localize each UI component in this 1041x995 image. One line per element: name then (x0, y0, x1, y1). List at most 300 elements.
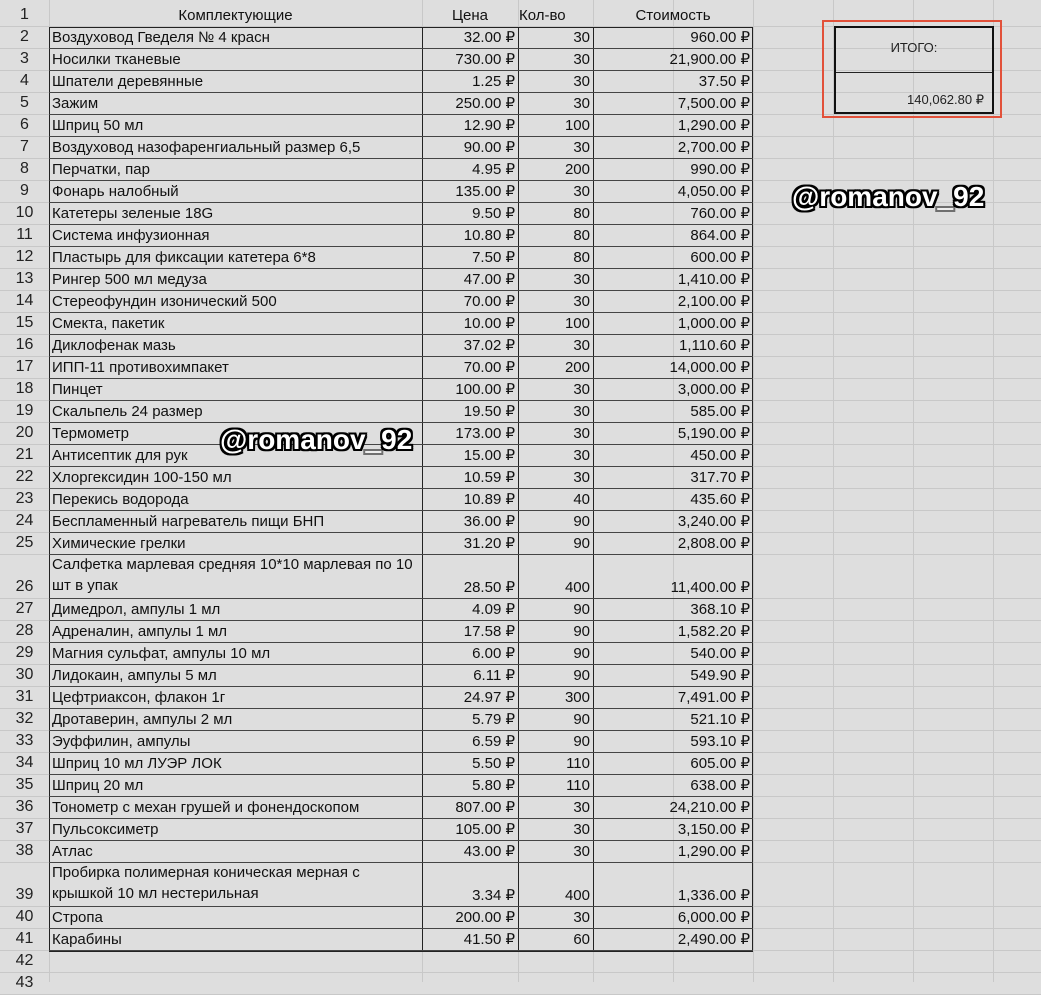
table-row-line (49, 796, 753, 797)
cell-price[interactable]: 1.25 ₽ (472, 73, 515, 90)
row-number: 15 (15, 314, 34, 331)
table-row[interactable] (0, 621, 1041, 643)
table-row-line (49, 290, 753, 291)
cell-qty[interactable]: 90 (573, 623, 590, 640)
table-row-line (49, 114, 753, 115)
table-row-line (49, 180, 753, 181)
table-row-line (49, 246, 753, 247)
table-row-line (49, 620, 753, 621)
cell-cost[interactable]: 1,336.00 ₽ (677, 887, 750, 904)
table-row-line (49, 950, 753, 951)
cell-name[interactable]: Лидокаин, ампулы 5 мл (52, 667, 217, 684)
table-row-line (49, 48, 753, 49)
cell-price[interactable]: 28.50 ₽ (463, 579, 515, 596)
row-number: 43 (15, 974, 34, 991)
cell-price[interactable]: 5.79 ₽ (472, 711, 515, 728)
header-cell-price[interactable]: Цена (451, 7, 489, 24)
row-number: 16 (15, 336, 34, 353)
table-row[interactable] (0, 841, 1041, 863)
cell-price[interactable]: 10.59 ₽ (463, 469, 515, 486)
row-number: 35 (15, 776, 34, 793)
cell-price[interactable]: 6.59 ₽ (472, 733, 515, 750)
cell-name[interactable]: Салфетка марлевая средняя 10*10 марлевая по 10 шт в упак (52, 556, 413, 594)
cell-price[interactable]: 100.00 ₽ (455, 381, 515, 398)
table-row[interactable] (0, 489, 1041, 511)
cell-qty[interactable]: 60 (573, 931, 590, 948)
cell-price[interactable]: 47.00 ₽ (463, 271, 515, 288)
cell-name[interactable]: Магния сульфат, ампулы 10 мл (52, 645, 271, 662)
row-number: 42 (15, 952, 34, 969)
watermark-text: @romanov_92 (220, 424, 413, 455)
cell-qty[interactable]: 90 (573, 733, 590, 750)
table-row-line (49, 422, 753, 423)
cell-qty[interactable]: 90 (573, 711, 590, 728)
cell-qty[interactable]: 110 (566, 755, 590, 772)
table-row-line (49, 532, 753, 533)
cell-qty[interactable]: 30 (573, 381, 590, 398)
table-row[interactable] (0, 643, 1041, 665)
table-row-line (49, 136, 753, 137)
cell-name[interactable]: Шприц 10 мл ЛУЭР ЛОК (52, 755, 222, 772)
cell-qty[interactable]: 400 (564, 887, 590, 904)
row-number: 10 (15, 204, 34, 221)
cell-qty[interactable]: 30 (573, 403, 590, 420)
cell-cost[interactable]: 21,900.00 ₽ (669, 51, 750, 68)
row-number: 13 (15, 270, 34, 287)
total-divider (836, 72, 992, 73)
cell-cost[interactable]: 600.00 ₽ (690, 249, 750, 266)
cell-qty[interactable]: 30 (573, 293, 590, 310)
table-row-line (49, 840, 753, 841)
row-number: 7 (20, 138, 29, 155)
cell-cost[interactable]: 3,000.00 ₽ (677, 381, 750, 398)
cell-price[interactable]: 3.34 ₽ (472, 887, 515, 904)
cell-qty[interactable]: 200 (564, 161, 590, 178)
cell-qty[interactable]: 400 (564, 579, 590, 596)
cell-qty[interactable]: 90 (573, 601, 590, 618)
table-row-line (49, 378, 753, 379)
cell-cost[interactable]: 2,700.00 ₽ (677, 139, 750, 156)
header-cell-cost[interactable]: Стоимость (635, 7, 711, 24)
cell-price[interactable]: 10.89 ₽ (463, 491, 515, 508)
cell-cost[interactable] (593, 951, 753, 972)
cell-name[interactable]: Перчатки, пар (52, 161, 150, 178)
cell-qty[interactable]: 30 (573, 469, 590, 486)
cell-name[interactable]: Цефтриаксон, флакон 1г (52, 689, 226, 706)
cell-qty[interactable]: 30 (573, 337, 590, 354)
cell-qty[interactable]: 90 (573, 667, 590, 684)
table-row[interactable] (0, 467, 1041, 489)
table-row-line (49, 554, 753, 555)
cell-cost[interactable]: 521.10 ₽ (690, 711, 750, 728)
cell-name[interactable]: Воздуховод Гведеля № 4 красн (52, 29, 270, 46)
row-number: 24 (15, 512, 34, 529)
table-row-line (49, 862, 753, 863)
row-number: 8 (20, 160, 29, 177)
cell-cost[interactable]: 5,190.00 ₽ (677, 425, 750, 442)
cell-cost[interactable]: 760.00 ₽ (690, 205, 750, 222)
row-number: 32 (15, 710, 34, 727)
cell-cost[interactable]: 14,000.00 ₽ (669, 359, 750, 376)
table-row-line (49, 906, 753, 907)
cell-name[interactable]: Пульсоксиметр (52, 821, 159, 838)
cell-qty[interactable]: 30 (573, 95, 590, 112)
cell-cost[interactable]: 549.90 ₽ (690, 667, 750, 684)
cell-cost[interactable]: 540.00 ₽ (690, 645, 750, 662)
row-number: 19 (15, 402, 34, 419)
cell-price[interactable]: 70.00 ₽ (463, 359, 515, 376)
table-row[interactable] (0, 709, 1041, 731)
cell-name[interactable]: Тонометр с механ грушей и фонендоскопом (52, 799, 360, 816)
header-cell-qty[interactable]: Кол-во (519, 7, 566, 24)
cell-price[interactable]: 32.00 ₽ (463, 29, 515, 46)
cell-name[interactable]: Рингер 500 мл медуза (52, 271, 207, 288)
cell-name[interactable]: Беспламенный нагреватель пищи БНП (52, 513, 325, 530)
table-row-line (49, 202, 753, 203)
cell-name[interactable]: Карабины (52, 931, 122, 948)
cell-cost[interactable]: 3,150.00 ₽ (677, 821, 750, 838)
table-row-line (49, 466, 753, 467)
table-row[interactable] (0, 379, 1041, 401)
cell-qty[interactable] (518, 951, 593, 972)
cell-price[interactable] (422, 951, 518, 972)
row-number: 30 (15, 666, 34, 683)
cell-cost[interactable]: 1,410.00 ₽ (677, 271, 750, 288)
table-row-line (49, 598, 753, 599)
cell-price[interactable]: 10.00 ₽ (463, 315, 515, 332)
table-row-line (49, 224, 753, 225)
table-row[interactable] (0, 225, 1041, 247)
row-number: 18 (15, 380, 34, 397)
table-row-line (49, 510, 753, 511)
table-row-line (49, 268, 753, 269)
cell-price[interactable]: 105.00 ₽ (455, 821, 515, 838)
table-row[interactable] (0, 907, 1041, 929)
cell-cost[interactable]: 7,491.00 ₽ (677, 689, 750, 706)
cell-name[interactable]: Шприц 20 мл (52, 777, 144, 794)
cell-cost[interactable]: 605.00 ₽ (690, 755, 750, 772)
cell-cost[interactable]: 11,400.00 ₽ (670, 579, 750, 596)
cell-qty[interactable]: 30 (573, 183, 590, 200)
cell-price[interactable]: 4.95 ₽ (472, 161, 515, 178)
cell-cost[interactable]: 864.00 ₽ (690, 227, 750, 244)
row-number: 2 (20, 28, 29, 45)
row-number: 29 (15, 644, 34, 661)
row-number: 41 (15, 930, 34, 947)
cell-name[interactable]: Смекта, пакетик (52, 315, 165, 332)
row-number: 23 (15, 490, 34, 507)
table-row[interactable] (0, 775, 1041, 797)
row-number: 26 (15, 578, 34, 595)
cell-name[interactable]: Шприц 50 мл (52, 117, 144, 134)
table-row-line (49, 664, 753, 665)
table-row[interactable] (0, 533, 1041, 555)
cell-qty[interactable]: 30 (573, 909, 590, 926)
cell-name[interactable]: Пластырь для фиксации катетера 6*8 (52, 249, 316, 266)
table-row[interactable] (0, 445, 1041, 467)
row-number: 21 (15, 446, 34, 463)
cell-price[interactable] (422, 973, 518, 994)
cell-cost[interactable]: 37.50 ₽ (698, 73, 750, 90)
cell-cost[interactable]: 6,000.00 ₽ (677, 909, 750, 926)
cell-cost[interactable]: 1,000.00 ₽ (677, 315, 750, 332)
cell-price[interactable]: 12.90 ₽ (463, 117, 515, 134)
cell-name[interactable]: Скальпель 24 размер (52, 403, 203, 420)
row-number: 28 (15, 622, 34, 639)
cell-name[interactable]: Система инфузионная (52, 227, 210, 244)
table-row[interactable] (0, 159, 1041, 181)
total-selection-outline[interactable] (822, 20, 1002, 118)
cell-name[interactable]: Пинцет (52, 381, 103, 398)
cell-qty[interactable]: 300 (564, 689, 590, 706)
table-row[interactable] (0, 753, 1041, 775)
table-row[interactable] (0, 687, 1041, 709)
cell-cost[interactable]: 368.10 ₽ (690, 601, 750, 618)
cell-cost[interactable]: 2,490.00 ₽ (677, 931, 750, 948)
table-row[interactable] (0, 731, 1041, 753)
cell-price[interactable]: 43.00 ₽ (463, 843, 515, 860)
table-row[interactable] (0, 599, 1041, 621)
table-row[interactable] (0, 313, 1041, 335)
table-row-line (49, 92, 753, 93)
table-row[interactable] (0, 797, 1041, 819)
cell-cost[interactable]: 638.00 ₽ (690, 777, 750, 794)
cell-price[interactable]: 5.80 ₽ (472, 777, 515, 794)
table-row[interactable] (0, 137, 1041, 159)
row-number: 34 (15, 754, 34, 771)
cell-price[interactable]: 807.00 ₽ (455, 799, 515, 816)
cell-name[interactable]: Воздуховод назофаренгиальный размер 6,5 (52, 139, 361, 156)
cell-name[interactable]: Шпатели деревянные (52, 73, 204, 90)
cell-name[interactable]: Стропа (52, 909, 103, 926)
cell-price[interactable]: 4.09 ₽ (472, 601, 515, 618)
cell-name[interactable] (49, 951, 422, 972)
cell-name[interactable]: Диклофенак мазь (52, 337, 176, 354)
cell-name[interactable]: Катетеры зеленые 18G (52, 205, 214, 222)
cell-price[interactable]: 19.50 ₽ (463, 403, 515, 420)
cell-name[interactable]: Стереофундин изонический 500 (52, 293, 277, 310)
cell-price[interactable]: 7.50 ₽ (472, 249, 515, 266)
cell-name[interactable]: Перекись водорода (52, 491, 189, 508)
cell-qty[interactable]: 30 (573, 843, 590, 860)
row-number: 22 (15, 468, 34, 485)
cell-cost[interactable]: 435.60 ₽ (690, 491, 750, 508)
empty-row[interactable] (0, 973, 1041, 995)
table-row[interactable] (0, 357, 1041, 379)
cell-cost[interactable]: 2,100.00 ₽ (677, 293, 750, 310)
table-row[interactable] (0, 819, 1041, 841)
table-row[interactable] (0, 291, 1041, 313)
table-row[interactable] (0, 555, 1041, 599)
cell-qty[interactable]: 110 (566, 777, 590, 794)
table-row[interactable] (0, 115, 1041, 137)
cell-price[interactable]: 24.97 ₽ (463, 689, 515, 706)
table-column-line (518, 27, 519, 952)
cell-name[interactable]: Носилки тканевые (52, 51, 181, 68)
cell-name[interactable]: Димедрол, ампулы 1 мл (52, 601, 221, 618)
cell-price[interactable]: 6.00 ₽ (472, 645, 515, 662)
cell-qty[interactable]: 30 (573, 271, 590, 288)
cell-qty[interactable]: 30 (573, 799, 590, 816)
row-number: 37 (15, 820, 34, 837)
table-row-line (49, 928, 753, 929)
table-row-line (49, 752, 753, 753)
cell-price[interactable]: 10.80 ₽ (463, 227, 515, 244)
cell-price[interactable]: 41.50 ₽ (463, 931, 515, 948)
cell-name[interactable]: Дротаверин, ампулы 2 мл (52, 711, 233, 728)
cell-qty[interactable]: 100 (564, 117, 590, 134)
row-number: 5 (20, 94, 29, 111)
cell-price[interactable]: 90.00 ₽ (463, 139, 515, 156)
table-row-line (49, 312, 753, 313)
cell-price[interactable]: 730.00 ₽ (455, 51, 515, 68)
table-row-line (49, 818, 753, 819)
table-row-line (49, 158, 753, 159)
cell-cost[interactable]: 1,110.60 ₽ (679, 337, 750, 354)
cell-price[interactable]: 6.11 ₽ (473, 667, 515, 684)
cell-price[interactable]: 36.00 ₽ (463, 513, 515, 530)
cell-price[interactable]: 250.00 ₽ (455, 95, 515, 112)
cell-qty[interactable]: 30 (573, 821, 590, 838)
row-number: 6 (20, 116, 29, 133)
row-number: 14 (15, 292, 34, 309)
cell-qty[interactable]: 30 (573, 51, 590, 68)
table-row-line (49, 730, 753, 731)
table-column-line (593, 27, 594, 952)
cell-qty[interactable]: 30 (573, 425, 590, 442)
row-number: 3 (20, 50, 29, 67)
cell-name[interactable]: Термометр (52, 425, 130, 442)
table-row[interactable] (0, 269, 1041, 291)
cell-cost[interactable]: 2,808.00 ₽ (677, 535, 750, 552)
row-number: 4 (20, 72, 29, 89)
cell-qty[interactable]: 30 (573, 447, 590, 464)
cell-qty[interactable]: 90 (573, 645, 590, 662)
table-row[interactable] (0, 665, 1041, 687)
row-number: 40 (15, 908, 34, 925)
cell-name[interactable]: Химические грелки (52, 535, 186, 552)
cell-name[interactable]: Зажим (52, 95, 99, 112)
table-row[interactable] (0, 423, 1041, 445)
table-column-line (422, 27, 423, 952)
row-number: 39 (15, 886, 34, 903)
cell-name[interactable]: Атлас (52, 843, 93, 860)
watermark-text: @romanov_92 (792, 181, 985, 212)
cell-qty[interactable]: 80 (573, 205, 590, 222)
row-number: 17 (15, 358, 34, 375)
table-row-line (49, 488, 753, 489)
cell-cost[interactable]: 317.70 ₽ (690, 469, 750, 486)
cell-price[interactable]: 31.20 ₽ (463, 535, 515, 552)
cell-cost[interactable]: 1,582.20 ₽ (677, 623, 750, 640)
cell-cost[interactable]: 1,290.00 ₽ (677, 117, 750, 134)
cell-price[interactable]: 70.00 ₽ (463, 293, 515, 310)
cell-name[interactable]: Антисептик для рук (52, 447, 188, 464)
cell-qty[interactable]: 100 (564, 315, 590, 332)
cell-cost[interactable] (593, 973, 753, 994)
row-number: 38 (15, 842, 34, 859)
cell-cost[interactable]: 960.00 ₽ (690, 29, 750, 46)
cell-qty[interactable]: 30 (573, 139, 590, 156)
row-number: 11 (16, 226, 33, 243)
cell-name[interactable]: Пробирка полимерная коническая мерная с крышкой 10 мл нестерильная (52, 864, 360, 902)
cell-cost[interactable]: 450.00 ₽ (690, 447, 750, 464)
cell-name[interactable]: Фонарь налобный (52, 183, 179, 200)
cell-cost[interactable]: 4,050.00 ₽ (677, 183, 750, 200)
cell-qty[interactable]: 30 (573, 73, 590, 90)
row-number: 27 (15, 600, 34, 617)
cell-price[interactable]: 135.00 ₽ (455, 183, 515, 200)
row-number: 9 (20, 182, 29, 199)
table-row-line (49, 334, 753, 335)
cell-price[interactable]: 173.00 ₽ (455, 425, 515, 442)
cell-cost[interactable]: 990.00 ₽ (690, 161, 750, 178)
row-number: 31 (15, 688, 34, 705)
cell-cost[interactable]: 585.00 ₽ (690, 403, 750, 420)
table-row-line (49, 400, 753, 401)
table-row[interactable] (0, 335, 1041, 357)
cell-qty[interactable]: 40 (573, 491, 590, 508)
cell-name[interactable]: Хлоргексидин 100-150 мл (52, 469, 232, 486)
cell-price[interactable]: 9.50 ₽ (472, 205, 515, 222)
table-row-line (49, 686, 753, 687)
total-label: ИТОГО: (890, 40, 938, 55)
cell-price[interactable]: 5.50 ₽ (472, 755, 515, 772)
cell-price[interactable]: 200.00 ₽ (455, 909, 515, 926)
cell-name[interactable]: ИПП-11 противохимпакет (52, 359, 229, 376)
table-row-line (49, 356, 753, 357)
cell-cost[interactable]: 593.10 ₽ (690, 733, 750, 750)
row-number: 25 (15, 534, 34, 551)
table-row[interactable] (0, 863, 1041, 907)
cell-qty[interactable]: 200 (564, 359, 590, 376)
cell-cost[interactable]: 24,210.00 ₽ (669, 799, 750, 816)
cell-name[interactable] (49, 973, 422, 994)
table-row-line (49, 642, 753, 643)
total-value: 140,062.80 ₽ (907, 92, 984, 107)
cell-name[interactable]: Адреналин, ампулы 1 мл (52, 623, 228, 640)
cell-name[interactable]: Эуффилин, ампулы (52, 733, 191, 750)
row-number: 33 (15, 732, 34, 749)
table-row[interactable] (0, 929, 1041, 951)
cell-cost[interactable]: 3,240.00 ₽ (677, 513, 750, 530)
total-box[interactable] (834, 26, 994, 114)
table-row-line (49, 70, 753, 71)
row-number: 36 (15, 798, 34, 815)
table-row-line (49, 774, 753, 775)
cell-qty[interactable]: 80 (573, 249, 590, 266)
header-cell-name[interactable]: Комплектующие (178, 7, 293, 24)
cell-qty[interactable]: 90 (573, 535, 590, 552)
cell-qty[interactable] (518, 973, 593, 994)
table-row[interactable] (0, 401, 1041, 423)
table-row[interactable] (0, 247, 1041, 269)
cell-cost[interactable]: 1,290.00 ₽ (677, 843, 750, 860)
cell-price[interactable]: 37.02 ₽ (463, 337, 515, 354)
cell-cost[interactable]: 7,500.00 ₽ (677, 95, 750, 112)
table-row-line (49, 708, 753, 709)
cell-qty[interactable]: 30 (573, 29, 590, 46)
cell-price[interactable]: 17.58 ₽ (463, 623, 515, 640)
row-number: 1 (20, 6, 29, 23)
empty-row[interactable] (0, 951, 1041, 973)
cell-qty[interactable]: 90 (573, 513, 590, 530)
cell-price[interactable]: 15.00 ₽ (463, 447, 515, 464)
cell-qty[interactable]: 80 (573, 227, 590, 244)
table-row[interactable] (0, 511, 1041, 533)
row-number: 12 (15, 248, 34, 265)
row-number: 20 (15, 424, 34, 441)
